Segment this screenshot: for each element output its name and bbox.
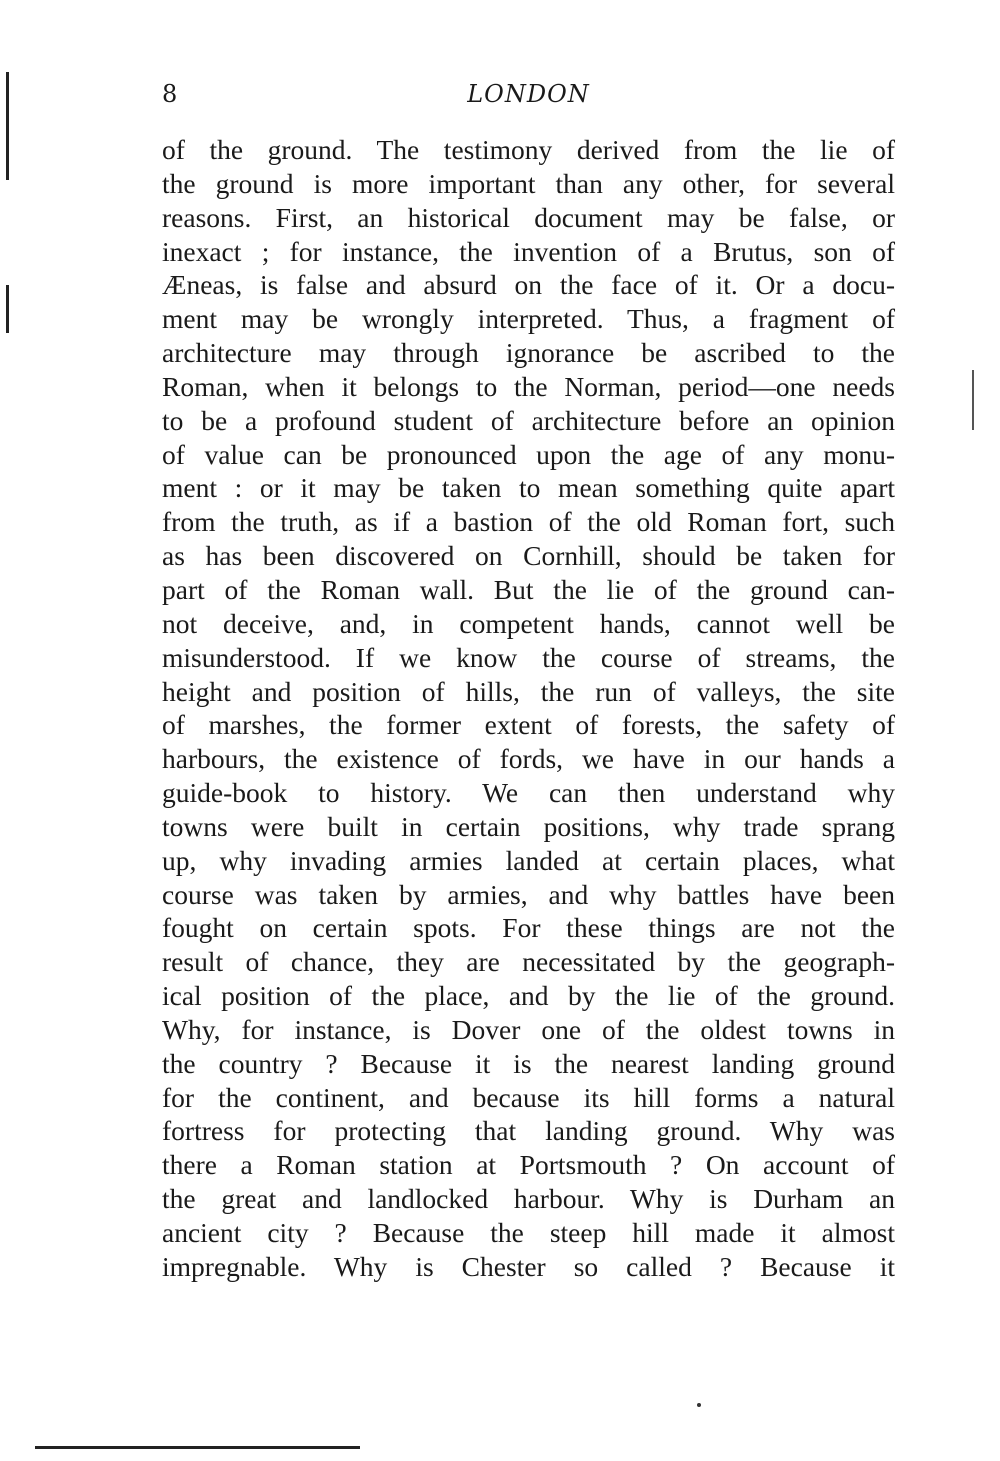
text-line: of the ground. The testimony derived from the lie of: [162, 134, 895, 165]
text-line: as has been discovered on Cornhill, should be taken for: [162, 540, 895, 572]
running-title: LONDON: [467, 80, 590, 108]
text-line: harbours, the existence of fords, we have in our hands a: [162, 743, 895, 775]
text-line: result of chance, they are necessitated by the geograph-: [162, 946, 895, 978]
text-line: not deceive, and, in competent hands, cannot well be: [162, 607, 895, 639]
text-line: architecture may through ignorance be ascribed to the: [162, 337, 895, 369]
text-line: of value can be pronounced upon the age of any monu-: [162, 438, 895, 470]
text-line: ment : or it may be taken to mean something quite apart: [162, 472, 895, 504]
text-line: impregnable. Why is Chester so called ? Because it: [162, 1250, 895, 1282]
text-line: the country ? Because it is the nearest landing ground: [162, 1047, 895, 1079]
page-header: [162, 76, 895, 112]
text-line: fought on certain spots. For these things are not the: [162, 912, 895, 944]
text-line: towns were built in certain positions, why trade sprang: [162, 810, 895, 842]
text-line: Why, for instance, is Dover one of the oldest towns in: [162, 1013, 895, 1045]
text-line: inexact ; for instance, the invention of a Brutus, son of: [162, 235, 895, 267]
binding-mark-right: [972, 370, 974, 430]
text-line: Roman, when it belongs to the Norman, period—one needs: [162, 370, 895, 402]
text-line: fortress for protecting that landing ground. Why was: [162, 1115, 895, 1147]
text-line: guide-book to history. We can then understand why: [162, 777, 895, 809]
text-line: of marshes, the former extent of forests, the safety of: [162, 709, 895, 741]
text-line: ancient city ? Because the steep hill made it almost: [162, 1217, 895, 1248]
text-line: to be a profound student of architecture before an opinion: [162, 404, 895, 436]
text-line: Æneas, is false and absurd on the face of it. Or a docu-: [162, 269, 895, 301]
ink-speck: [697, 1403, 701, 1407]
text-line: there a Roman station at Portsmouth ? On account of: [162, 1149, 895, 1181]
text-line: misunderstood. If we know the course of streams, the: [162, 641, 895, 673]
text-line: for the continent, and because its hill forms a natural: [162, 1081, 895, 1113]
text-line: reasons. First, an historical document may be false, or: [162, 201, 895, 233]
binding-mark-middle: [6, 285, 9, 333]
text-line: ment may be wrongly interpreted. Thus, a fragment of: [162, 303, 895, 335]
text-line: the ground is more important than any other, for several: [162, 167, 895, 199]
text-line: from the truth, as if a bastion of the old Roman fort, such: [162, 506, 895, 538]
body-text: [162, 133, 895, 1284]
text-line: ical position of the place, and by the lie of the ground.: [162, 980, 895, 1012]
page-number: 8: [162, 80, 178, 108]
text-line: part of the Roman wall. But the lie of the ground can-: [162, 573, 895, 605]
text-line: height and position of hills, the run of valleys, the site: [162, 675, 895, 707]
text-line: up, why invading armies landed at certain places, what: [162, 844, 895, 876]
text-line: the great and landlocked harbour. Why is Durham an: [162, 1183, 895, 1215]
text-line: course was taken by armies, and why battles have been: [162, 878, 895, 910]
binding-mark-top: [6, 72, 9, 180]
scan-edge-rule: [35, 1446, 360, 1449]
